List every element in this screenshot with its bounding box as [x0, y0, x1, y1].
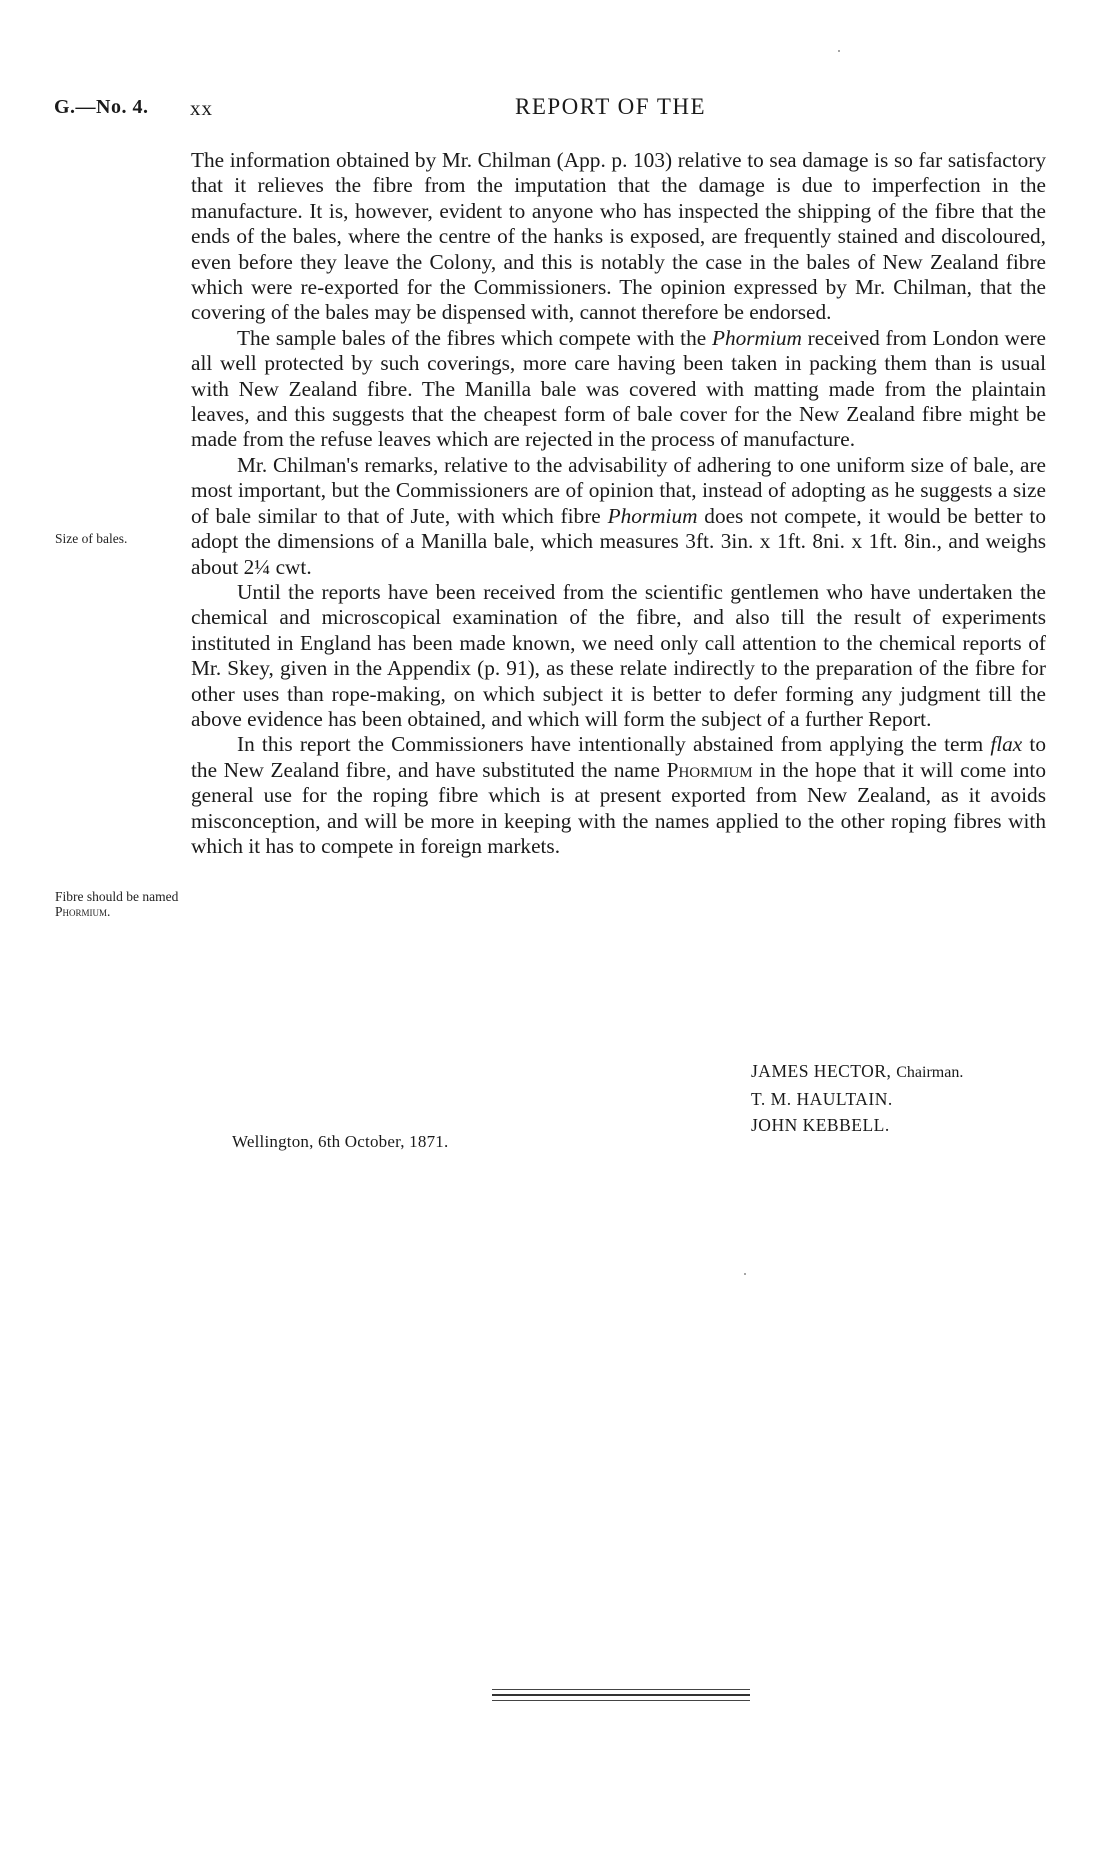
document-reference: G.—No. 4.: [54, 96, 149, 118]
paragraph-text: in the hope that it will come into general use for the roping fibre which is at present exported from New Zealand, as it avoids misconception, and will be more in keeping with the names applied to the other roping fibres with which it has to compete in foreign markets.: [191, 757, 1046, 858]
smallcaps-phormium: Phormium: [666, 757, 753, 782]
paragraph-text: Mr. Chilman's remarks, relative to the advisability of adhering to one uniform size of bale, are most important, but the Commissioners are of opinion that, instead of adopting as he suggests a size of bale similar to that of Jute, with which fibre: [191, 452, 1046, 528]
paragraph-text: The sample bales of the fibres which compete with the: [237, 325, 712, 350]
signature-chairman: [751, 1058, 963, 1086]
signature-kebbell: JOHN KEBBELL.: [751, 1115, 890, 1135]
margin-note-text: Size of bales.: [55, 531, 128, 546]
signature-haultain: T. M. HAULTAIN.: [751, 1089, 893, 1109]
signature-block: [751, 1058, 963, 1138]
closing-rule: [492, 1700, 750, 1701]
paragraph-further-reports: Until the reports have been received from the scientific gentlemen who have undertaken the chemical and microscopical examination of the fibre, and also till the result of experiments instituted in England has been made known, we need only call attention to the chemical reports of Mr. Skey, given in the Appendix (p. 91), as these relate indirectly to the preparation of the fibre for other uses than rope-making, on which subject it is better to defer forming any judgment till the above evidence has been obtained, and which will form the subject of a further Report.: [191, 579, 1046, 731]
paragraph-text: to the New Zealand fibre, and have substituted the name: [191, 732, 1046, 782]
closing-rule: [492, 1694, 750, 1696]
paragraph-bale-coverings: [191, 326, 1046, 453]
page-header: [40, 94, 1060, 124]
page-number: xx: [190, 96, 213, 120]
paper-speck: [744, 1273, 746, 1275]
margin-note-phormium: Phormium.: [55, 904, 111, 919]
paragraph-sea-damage: The information obtained by Mr. Chilman (App. p. 103) relative to sea damage is so far satisfactory that it relieves the fibre from the imputation that the damage is due to imperfection in the manufacture. It is, however, evident to anyone who has inspected the shipping of the fibre that the ends of the bales, where the centre of the hanks is exposed, are frequently stained and discoloured, even before they leave the Colony, and this is notably the case in the bales of New Zealand fibre which were re-exported for the Commissioners. The opinion expressed by Mr. Chilman, that the covering of the bales may be dispensed with, cannot therefore be endorsed.: [191, 148, 1046, 325]
signature-name: JAMES HECTOR,: [751, 1061, 892, 1081]
paragraph-text: does not compete, it would be better to adopt the dimensions of a Manilla bale, which measures 3ft. 3in. x 1ft. 8ni. x 1ft. 8in., and weighs about 2¼ cwt.: [191, 503, 1046, 579]
emphasis-phormium: Phormium: [711, 325, 802, 350]
paragraph-fibre-name: [191, 732, 1046, 859]
paragraph-text: received from London were all well protected by such coverings, more care having been taken in packing them than is usual with New Zealand fibre. The Manilla bale was covered with matting made from the plaintain leaves, and this suggests that the cheapest form of bale cover for the New Zealand fibre might be made from the refuse leaves which are rejected in the process of manufacture.: [191, 325, 1046, 452]
paper-speck: [838, 50, 840, 52]
closing-rule: [492, 1689, 750, 1690]
dateline: Wellington, 6th October, 1871.: [232, 1132, 449, 1151]
paragraph-text: In this report the Commissioners have intentionally abstained from applying the term: [237, 732, 991, 757]
running-title: REPORT OF THE: [515, 94, 707, 119]
report-body: [191, 148, 1046, 859]
emphasis-phormium: Phormium: [607, 503, 698, 528]
margin-note-text: Fibre should be named: [55, 889, 179, 904]
emphasis-flax: flax: [990, 732, 1023, 757]
margin-note-fibre-named: [55, 889, 180, 919]
paragraph-size-of-bales: [191, 453, 1046, 580]
margin-note-size-of-bales: [55, 531, 180, 546]
signature-title: Chairman.: [896, 1064, 964, 1081]
